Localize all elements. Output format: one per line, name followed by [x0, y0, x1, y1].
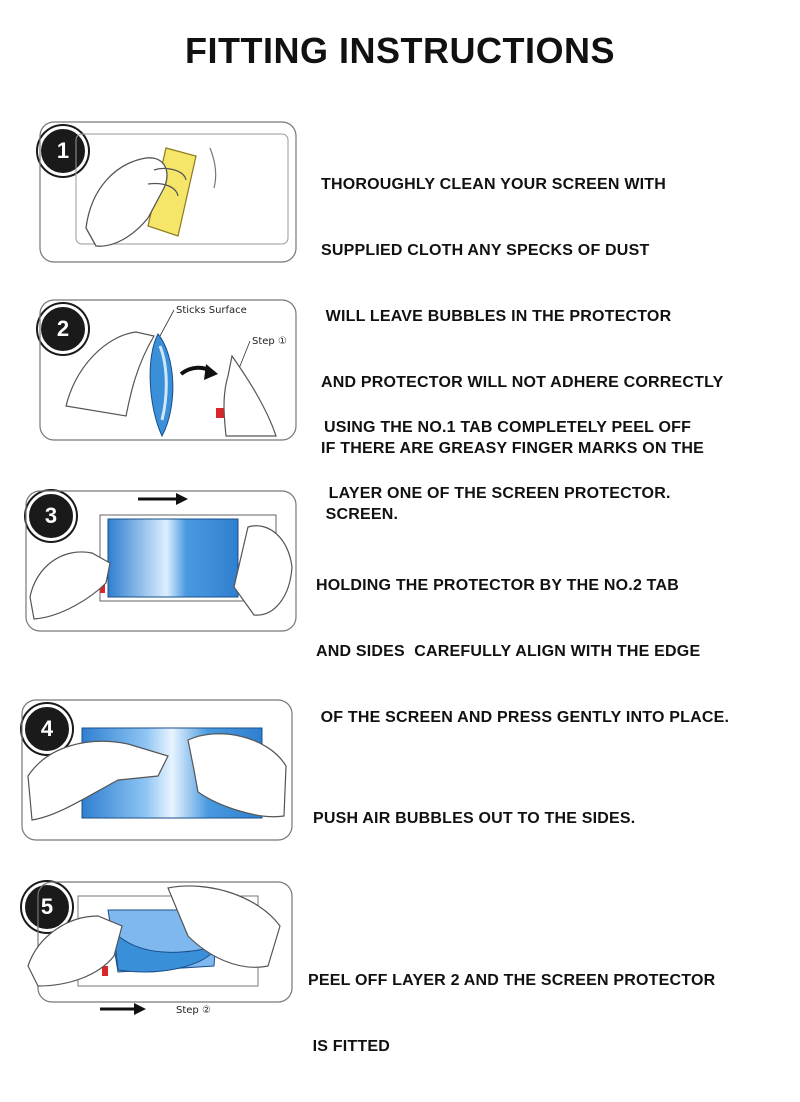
instruction-line: HOLDING THE PROTECTOR BY THE NO.2 TAB: [316, 577, 679, 594]
sticks-surface-label: Sticks Surface: [176, 305, 247, 316]
step-4-illustration: [18, 696, 298, 846]
instruction-line: USING THE NO.1 TAB COMPLETELY PEEL OFF: [324, 419, 692, 436]
step-2-label: Step ②: [176, 1005, 211, 1016]
step-number-badge: 4: [22, 704, 72, 754]
step-3: [0, 487, 800, 726]
instruction-line: IF THERE ARE GREASY FINGER MARKS ON THE: [321, 440, 704, 457]
step-1-label: Step ①: [252, 336, 287, 347]
instruction-line: AND SIDES CAREFULLY ALIGN WITH THE EDGE: [316, 643, 701, 660]
step-4-instructions: [313, 764, 635, 874]
instruction-line: WILL LEAVE BUBBLES IN THE PROTECTOR: [321, 308, 672, 325]
step-3-illustration: [22, 487, 302, 637]
step-number-badge: 1: [38, 126, 88, 176]
step-2-illustration: [36, 296, 306, 446]
step-4: [0, 696, 800, 846]
instruction-line: OF THE SCREEN AND PRESS GENTLY INTO PLACE.: [316, 709, 730, 726]
instruction-line: LAYER ONE OF THE SCREEN PROTECTOR.: [324, 485, 671, 502]
step-5-instructions: [308, 926, 715, 1102]
instruction-line: PUSH AIR BUBBLES OUT TO THE SIDES.: [313, 810, 636, 827]
instruction-line: SUPPLIED CLOTH ANY SPECKS OF DUST: [321, 242, 650, 259]
instruction-line: THOROUGHLY CLEAN YOUR SCREEN WITH: [321, 176, 666, 193]
page-title: FITTING INSTRUCTIONS: [185, 30, 615, 71]
instruction-line: AND PROTECTOR WILL NOT ADHERE CORRECTLY: [321, 374, 724, 391]
step-number-badge: 3: [26, 491, 76, 541]
instruction-line: PEEL OFF LAYER 2 AND THE SCREEN PROTECTOR: [308, 972, 716, 989]
step-5-illustration: [18, 876, 298, 1026]
instruction-line: SCREEN.: [321, 506, 399, 523]
step-number-badge: 2: [38, 304, 88, 354]
step-1-illustration: [36, 118, 306, 268]
step-5: [0, 876, 800, 1055]
step-number-badge: 5: [22, 882, 72, 932]
instruction-line: IS FITTED: [308, 1038, 390, 1055]
